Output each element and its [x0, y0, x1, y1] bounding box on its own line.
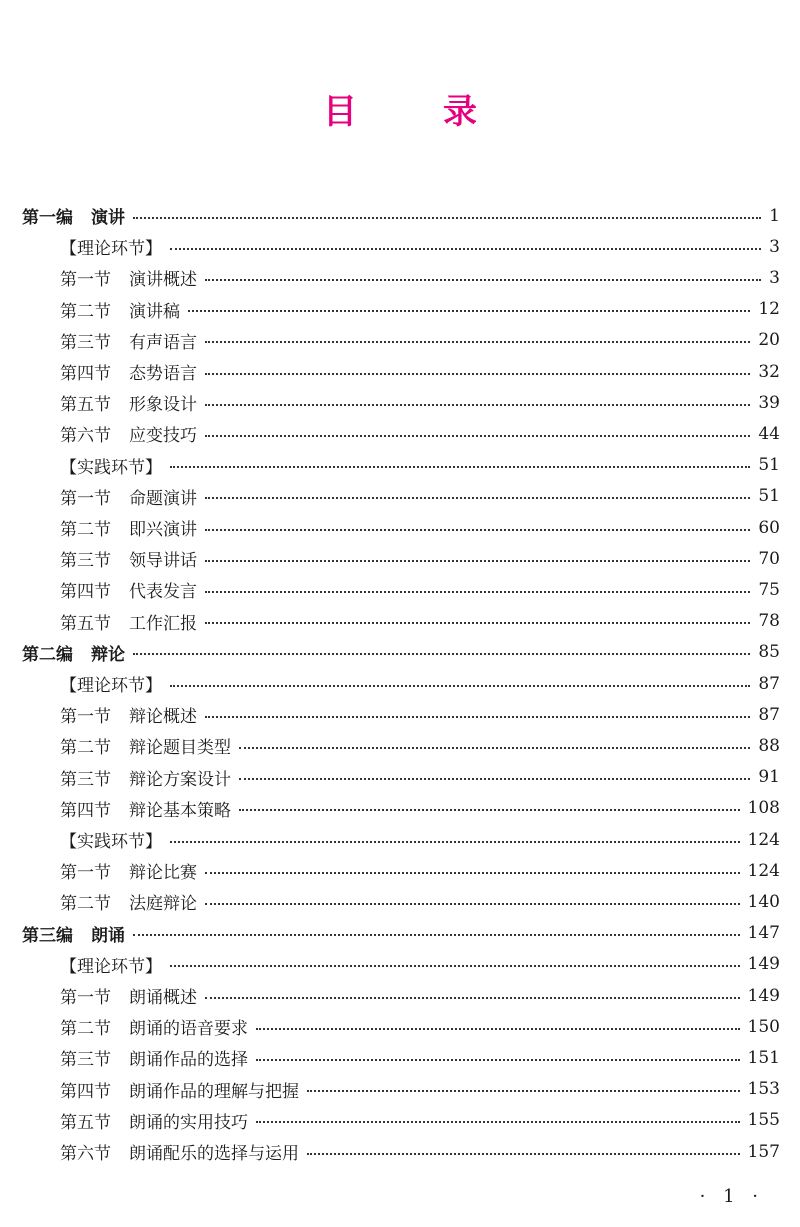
toc-entry-label [60, 1014, 248, 1039]
toc-entry-page: 75 [758, 579, 780, 600]
toc-entry-section [0, 543, 800, 574]
toc-entry-page: 12 [758, 299, 780, 320]
toc-entry-section [0, 325, 800, 356]
toc-entry-title: 辩论基本策略 [129, 800, 231, 821]
toc-entry-number: 第五节 [60, 1112, 111, 1133]
toc-entry-number: 第三节 [60, 551, 111, 572]
toc-entry-number: 第一节 [60, 988, 111, 1008]
dot-leader [307, 1090, 740, 1092]
toc-entry-page: 87 [758, 673, 780, 694]
toc-entry-number: 第二节 [60, 301, 111, 322]
toc-entry-title: 即兴演讲 [129, 520, 197, 540]
toc-entry-title: 代表发言 [129, 582, 197, 603]
toc-entry-section [0, 1042, 800, 1073]
toc-entry-section [0, 730, 800, 761]
toc-entry-number: 第六节 [60, 1144, 111, 1164]
toc-entry-title: 有声语言 [129, 332, 197, 353]
toc-entry-group [0, 231, 800, 262]
toc-entry-number: 第六节 [60, 426, 111, 447]
toc-entry-number: 第一节 [60, 270, 111, 291]
toc-entry-group [0, 949, 800, 980]
dot-leader [205, 404, 750, 406]
toc-entry-title: 朗诵配乐的选择与运用 [129, 1144, 299, 1164]
page-number: · 1 · [699, 1186, 764, 1207]
dot-leader [188, 310, 750, 312]
toc-entry-page: 3 [769, 267, 780, 288]
toc-entry-page: 85 [758, 642, 780, 663]
toc-entry-label [60, 733, 231, 758]
toc-entry-page: 87 [758, 704, 780, 725]
toc-entry-group [0, 824, 800, 855]
toc-entry-page: 124 [747, 829, 780, 850]
dot-leader [205, 716, 750, 718]
toc-entry-label [60, 390, 197, 415]
toc-entry-page: 151 [747, 1047, 780, 1068]
toc-entry-title: 朗诵的语音要求 [129, 1019, 248, 1040]
page-title: 目录 [323, 92, 563, 132]
toc-entry-label [60, 671, 162, 696]
toc-entry-label [60, 1108, 248, 1133]
dot-leader [239, 778, 750, 780]
toc-entry-page: 124 [747, 860, 780, 881]
toc-entry-title: 态势语言 [129, 364, 197, 384]
toc-entry-section [0, 294, 800, 325]
toc-entry-title: 【理论环节】 [60, 239, 162, 260]
toc-entry-section [0, 262, 800, 293]
dot-leader [170, 965, 740, 967]
toc-entry-page: 108 [747, 798, 780, 819]
toc-entry-label [60, 1077, 299, 1102]
toc-entry-number: 第三节 [60, 332, 111, 353]
toc-entry-title: 形象设计 [129, 395, 197, 416]
toc-entry-label [60, 359, 197, 384]
toc-entry-label [60, 297, 180, 322]
dot-leader [256, 1028, 740, 1030]
toc-entry-label [60, 577, 197, 602]
toc-entry-section [0, 793, 800, 824]
toc-entry-title: 【实践环节】 [60, 457, 162, 478]
toc-entry-page: 51 [758, 455, 780, 476]
toc-entry-section [0, 855, 800, 886]
toc-entry-page: 149 [747, 985, 780, 1006]
toc-entry-label [60, 952, 162, 977]
toc-entry-title: 演讲概述 [129, 270, 197, 291]
dot-leader [256, 1121, 740, 1123]
toc-entry-title: 领导讲话 [129, 551, 197, 572]
toc-entry-section [0, 762, 800, 793]
toc-entry-label [60, 889, 197, 914]
toc-entry-page: 1 [769, 205, 780, 226]
toc-entry-section [0, 574, 800, 605]
toc-entry-label [60, 546, 197, 571]
toc-entry-number: 第五节 [60, 613, 111, 634]
toc-entry-label [60, 453, 162, 478]
dot-leader [170, 685, 750, 687]
toc-entry-title: 命题演讲 [129, 488, 197, 509]
toc-entry-page: 88 [758, 735, 780, 756]
toc-entry-title: 朗诵作品的选择 [129, 1050, 248, 1071]
toc-entry-group [0, 450, 800, 481]
toc-entry-number: 第一节 [60, 488, 111, 509]
toc-entry-number: 第三编 [22, 925, 73, 946]
toc-entry-number: 第一编 [22, 208, 73, 228]
toc-entry-title: 辩论方案设计 [129, 769, 231, 790]
toc-entry-title: 朗诵作品的理解与把握 [129, 1081, 299, 1102]
dot-leader [239, 809, 740, 811]
toc-entry-part [0, 200, 800, 231]
toc-entry-section [0, 980, 800, 1011]
dot-leader [205, 591, 750, 593]
dot-leader [205, 497, 750, 499]
toc-entry-title: 朗诵的实用技巧 [129, 1112, 248, 1133]
toc-entry-section [0, 1105, 800, 1136]
toc-entry-label [60, 515, 197, 540]
toc-entry-label [22, 921, 125, 946]
toc-entry-page: 44 [758, 423, 780, 444]
dot-leader [205, 341, 750, 343]
toc-entry-number: 第一节 [60, 863, 111, 884]
toc-entry-label [22, 203, 125, 228]
toc-entry-label [60, 1139, 299, 1164]
dot-leader [205, 435, 750, 437]
toc-entry-page: 78 [758, 611, 780, 632]
dot-leader [205, 560, 750, 562]
toc-entry-title: 【理论环节】 [60, 956, 162, 977]
toc-entry-number: 第四节 [60, 800, 111, 821]
dot-leader [205, 373, 750, 375]
toc-entry-page: 140 [747, 891, 780, 912]
toc-entry-section [0, 1074, 800, 1105]
toc-entry-group [0, 668, 800, 699]
toc-entry-number: 第一节 [60, 707, 111, 728]
toc-entry-section [0, 356, 800, 387]
dot-leader [205, 622, 750, 624]
dot-leader [170, 466, 750, 468]
toc-entry-page: 155 [747, 1110, 780, 1131]
toc-entry-section [0, 481, 800, 512]
toc-entry-label [60, 858, 197, 883]
toc-entry-number: 第二节 [60, 738, 111, 759]
toc-entry-title: 法庭辩论 [129, 894, 197, 915]
toc-entry-page: 147 [747, 923, 780, 944]
dot-leader [239, 747, 750, 749]
toc-entry-number: 第三节 [60, 1050, 111, 1071]
toc-entry-number: 第三节 [60, 769, 111, 790]
toc-entry-page: 39 [758, 392, 780, 413]
dot-leader [205, 279, 761, 281]
dot-leader [133, 653, 750, 655]
toc-entry-page: 20 [758, 330, 780, 351]
toc-entry-number: 第二节 [60, 894, 111, 915]
toc-entry-section [0, 512, 800, 543]
toc-entry-section [0, 886, 800, 917]
toc-entry-title: 辩论题目类型 [129, 738, 231, 759]
dot-leader [170, 248, 761, 250]
toc-entry-title: 工作汇报 [129, 613, 197, 634]
toc-entry-title: 辩论 [91, 644, 125, 665]
toc-entry-section [0, 387, 800, 418]
toc-entry-number: 第二编 [22, 644, 73, 665]
toc-entry-label [60, 1045, 248, 1070]
toc-entry-label [60, 796, 231, 821]
toc-entry-label [60, 484, 197, 509]
toc-entry-label [60, 765, 231, 790]
dot-leader [205, 872, 740, 874]
toc-entry-page: 150 [747, 1016, 780, 1037]
dot-leader [307, 1153, 740, 1155]
toc-entry-page: 91 [758, 767, 780, 788]
toc-entry-number: 第二节 [60, 1019, 111, 1040]
toc-entry-number: 第四节 [60, 582, 111, 603]
toc-entry-number: 第四节 [60, 1081, 111, 1102]
toc-entry-title: 朗诵概述 [129, 988, 197, 1008]
toc-entry-label [60, 234, 162, 259]
toc-entry-part [0, 637, 800, 668]
toc-entry-section [0, 699, 800, 730]
toc-entry-label [22, 640, 125, 665]
toc-entry-page: 157 [747, 1141, 780, 1162]
toc-entry-number: 第二节 [60, 520, 111, 540]
toc-entry-number: 第四节 [60, 364, 111, 384]
toc-entry-label [60, 609, 197, 634]
toc-entry-page: 149 [747, 954, 780, 975]
dot-leader [205, 997, 740, 999]
toc-entry-section [0, 606, 800, 637]
toc-entry-page: 3 [769, 236, 780, 257]
toc-entry-title: 【理论环节】 [60, 676, 162, 696]
toc-entry-part [0, 918, 800, 949]
dot-leader [170, 841, 740, 843]
toc-entry-section [0, 418, 800, 449]
dot-leader [133, 934, 740, 936]
toc-entry-title: 演讲 [91, 208, 125, 228]
toc-entry-page: 51 [758, 486, 780, 507]
toc-entry-title: 演讲稿 [129, 301, 180, 322]
toc-entry-number: 第五节 [60, 395, 111, 416]
toc-entry-label [60, 265, 197, 290]
toc-entry-page: 32 [758, 361, 780, 382]
dot-leader [205, 903, 740, 905]
toc-entry-label [60, 702, 197, 727]
toc-entry-label [60, 421, 197, 446]
dot-leader [133, 217, 761, 219]
toc-entry-section [0, 1011, 800, 1042]
toc-entry-page: 153 [747, 1079, 780, 1100]
dot-leader [256, 1059, 740, 1061]
toc-entry-title: 应变技巧 [129, 426, 197, 447]
toc-entry-label [60, 827, 162, 852]
dot-leader [205, 529, 750, 531]
toc-entry-label [60, 983, 197, 1008]
toc-entry-title: 辩论比赛 [129, 863, 197, 884]
toc-entry-title: 【实践环节】 [60, 832, 162, 852]
toc-entry-title: 朗诵 [91, 925, 125, 946]
toc-entry-page: 60 [758, 517, 780, 538]
toc-entry-section [0, 1136, 800, 1167]
toc-entry-title: 辩论概述 [129, 707, 197, 728]
toc-entry-page: 70 [758, 548, 780, 569]
toc-entry-label [60, 328, 197, 353]
